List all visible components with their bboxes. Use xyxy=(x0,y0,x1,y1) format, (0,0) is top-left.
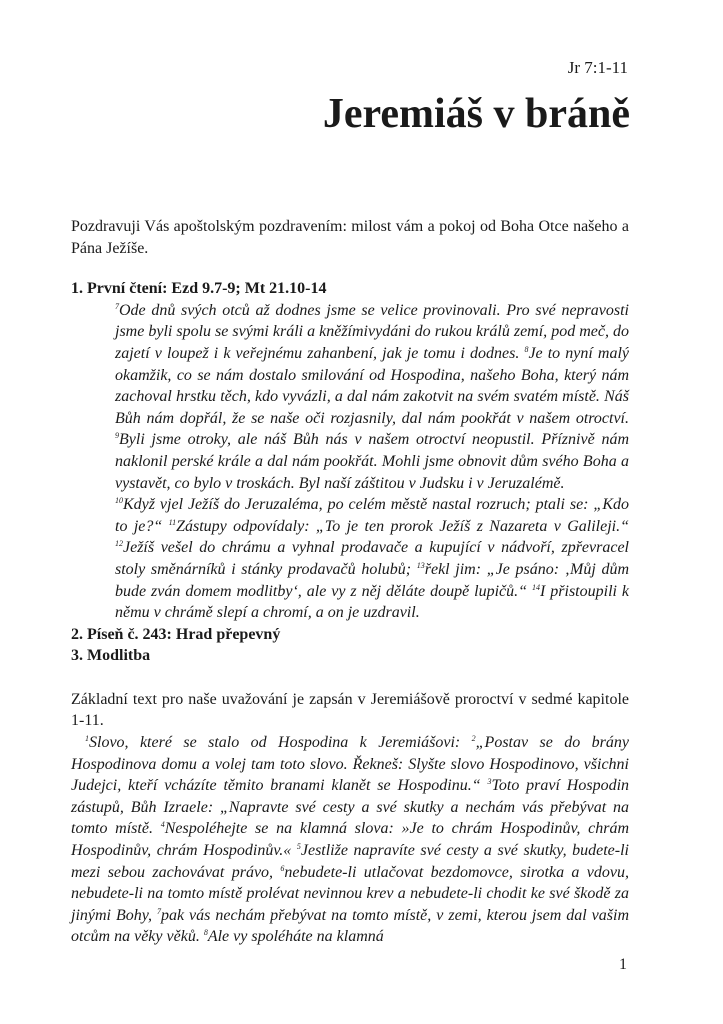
verse-text: Zástupy odpovídaly: „To je ten prorok Ježíš z Nazareta v Galileji.“ xyxy=(176,517,630,535)
verse-text: Byli jsme otroky, ale náš Bůh nás v našem otroctví neopustil. Příznivě nám naklonil perské krále a dal nám pookřát. Mohli jsme obnovit dům svého Boha a vystavět, co bylo v troskách. Byl naší záštitou v Judsku i v Jeruzalémě. xyxy=(115,431,629,492)
scripture-reference: Jr 7:1-11 xyxy=(567,58,628,77)
first-reading xyxy=(115,300,629,624)
verse-number: 4 xyxy=(160,820,165,830)
verse-text: Když vjel Ježíš do Jeruzaléma, po celém městě nastal rozruch; ptali se: „Kdo to je?“ xyxy=(115,496,629,535)
verse-number: 6 xyxy=(280,863,285,873)
verse-text: Nespoléhejte se na klamná slova: »Je to chrám Hospodinův, chrám Hospodinův, chrám Hospodinův.« xyxy=(71,820,629,860)
verse-number: 2 xyxy=(471,734,476,744)
basis-text: Základní text pro naše uvažování je zapsán v Jeremiášově proroctví v sedmé kapitole 1-11. xyxy=(71,690,629,730)
verse-number: 5 xyxy=(296,842,301,852)
verse-number: 14 xyxy=(532,582,540,592)
section-heading-first-reading: 1. První čtení: Ezd 9.7-9; Mt 21.10-14 xyxy=(71,280,327,298)
verse-text: Toto praví Hospodin zástupů, Bůh Izraele: „Napravte své cesty a své skutky a nechám vás přebývat na tomto místě. xyxy=(71,777,630,838)
scripture-passage-jeremiah xyxy=(71,732,629,948)
verse-number: 9 xyxy=(115,431,119,441)
verse-text: pak vás nechám přebývat na tomto místě, v zemi, kterou jsem dal vašim otcům na věky věků. xyxy=(71,906,630,946)
verse-number: 1 xyxy=(85,734,89,744)
spacer xyxy=(71,667,629,689)
verse-text: Ode dnů svých otců až dodnes jsme se velice provinovali. Pro své nepravosti jsme byli spolu se svými králi a kněžímivydáni do rukou králů zemí, pod meč, do zajetí v loupež i k veřejnému zahanbení, jak je tomu i dodnes. xyxy=(115,301,629,362)
verse-text: nebudete-li utlačovat bezdomovce, sirotka a vdovu, nebudete-li na tomto místě prolévat nevinnou krev a nebudete-li chodit ke své škodě za jinými Bohy, xyxy=(71,863,629,924)
verse-number: 7 xyxy=(156,906,161,916)
reading-paragraph-ezra xyxy=(115,300,629,494)
reading-paragraph-matthew xyxy=(115,494,629,624)
verse-text: Ale vy spoléháte na klamná xyxy=(207,928,384,946)
verse-number: 10 xyxy=(115,496,123,506)
verse-number: 8 xyxy=(524,344,529,354)
verse-number: 12 xyxy=(115,539,123,549)
page-title: Jeremiáš v bráně xyxy=(322,91,630,137)
verse-number: 11 xyxy=(168,517,177,527)
verse-number: 8 xyxy=(203,928,208,938)
page-number: 1 xyxy=(619,956,627,973)
verse-text: I přistoupili k němu v chrámě slepí a chromí, a on je uzdravil. xyxy=(115,582,630,622)
verse-text: Je to nyní malý okamžik, co se nám dostalo smilování od Hospodina, našeho Boha, který nám zachoval hrstku těch, kdo vyvázli, a dal nám zakotvit na svém svatém místě. Náš Bůh nám dopřál, že se naše oči rozjasnily, dal nám pookřát v našem otroctví. xyxy=(115,344,630,427)
verse-number: 7 xyxy=(115,301,119,311)
section-heading-prayer: 3. Modlitba xyxy=(71,647,151,665)
document-body xyxy=(71,216,629,948)
verse-text: Slovo, které se stalo od Hospodina k Jeremiášovi: xyxy=(89,734,472,752)
verse-text: Ježíš vešel do chrámu a vyhnal prodavače a kupující v nádvoří, zpřevracel stoly směnárníků i stánky prodavačů holubů; xyxy=(115,539,629,578)
section-heading-hymn: 2. Píseň č. 243: Hrad přepevný xyxy=(71,625,281,643)
intro-greeting: Pozdravuji Vás apoštolským pozdravením: milost vám a pokoj od Boha Otce našeho a Pána Ježíše. xyxy=(71,218,629,257)
verse-number: 13 xyxy=(416,560,425,570)
verse-text: řekl jim: „Je psáno: ‚Můj dům bude zván domem modlitby‘, ale vy z něj děláte doupě lupičů.“ xyxy=(115,560,629,600)
verse-text: Jestliže napravíte své cesty a své skutky, budete-li mezi sebou zachovávat právo, xyxy=(71,842,629,881)
verse-text: „Postav se do brány Hospodinova domu a volej tam toto slovo. Řekneš: Slyšte slovo Hospodinovo, všichni Judejci, kteří vcházíte těmito branami klanět se Hospodinu.“ xyxy=(71,734,629,795)
verse-number: 3 xyxy=(487,777,492,787)
